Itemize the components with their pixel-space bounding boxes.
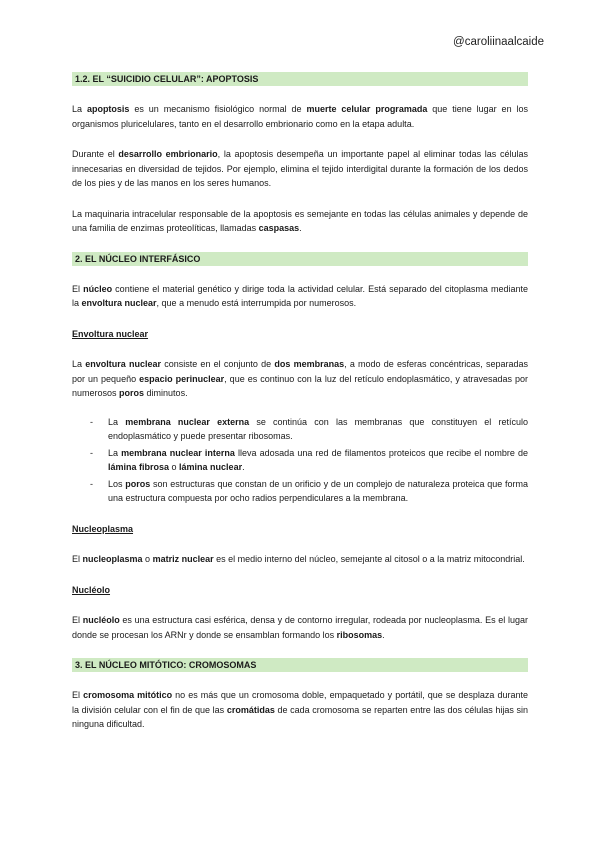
bold-term: ribosomas [336,629,383,640]
bold-term: núcleo [83,283,113,294]
section-heading-nucleo-interfasico: 2. EL NÚCLEO INTERFÁSICO [72,252,528,266]
paragraph: La apoptosis es un mecanismo fisiológico normal de muerte celular programada que tiene lugar en los organismos pluricelulares, tanto en el desarrollo embrionario como en la etapa adulta. [72,104,528,129]
bold-term: membrana nuclear externa [125,416,250,427]
bold-term: matriz nuclear [152,554,214,564]
paragraph: El nucléolo es una estructura casi esférica, densa y de contorno irregular, rodeada por nucleoplasma. Es el lugar donde se procesan los ARNr y donde se ensamblan formando los ribosomas. [72,615,528,640]
bold-term: envoltura nuclear [85,359,161,369]
document-body [72,72,528,748]
author-handle: @caroliinaalcaide [453,36,544,48]
bold-term: desarrollo embrionario [118,149,218,159]
paragraph: El cromosoma mitótico no es más que un cromosoma doble, empaquetado y portátil, que se desplaza durante la división celular con el fin de que las cromátidas de cada cromosoma se reparten entre las dos células hijas sin ninguna dificultad. [72,690,528,729]
subheading-envoltura-nuclear: Envoltura nuclear [72,328,149,339]
bold-term: cromosoma mitótico [83,690,173,700]
bold-term: membrana nuclear interna [121,447,235,458]
bold-term: espacio perinuclear [139,373,225,384]
list-item: - La membrana nuclear externa se continúa con las membranas que constituyen el retículo endoplasmático y puede presentar ribosomas. [108,415,528,444]
subheading-nucleoplasma: Nucleoplasma [72,523,134,534]
bold-term: poros [119,388,145,398]
paragraph: La maquinaria intracelular responsable de la apoptosis es semejante en todas las células animales y depende de una familia de enzimas proteolíticas, llamadas caspasas. [72,208,528,233]
bold-term: apoptosis [86,104,130,114]
bold-term: nucléolo [82,615,120,625]
bold-term: dos membranas [274,359,345,369]
subheading-nucleolo: Nucléolo [72,584,111,595]
paragraph: El nucleoplasma o matriz nuclear es el medio interno del núcleo, semejante al citosol o a la matriz mitocondrial. [72,554,525,564]
bold-term: lámina fibrosa [108,462,170,472]
paragraph: La envoltura nuclear consiste en el conjunto de dos membranas, a modo de esferas concéntricas, separadas por un pequeño espacio perinuclear, que es continuo con la luz del retículo endoplasmático, y atravesadas por numerosos poros diminutos. [72,359,529,398]
dash-list [72,415,528,506]
section-heading-apoptosis: 1.2. EL “SUICIDIO CELULAR”: APOPTOSIS [72,72,528,86]
list-item: - Los poros son estructuras que constan de un orificio y de un complejo de naturaleza proteica que forma una estructura compuesta por ocho radios perpendiculares a la membrana. [108,477,528,506]
bold-term: poros [125,478,151,489]
paragraph: Durante el desarrollo embrionario, la apoptosis desempeña un importante papel al eliminar todas las células innecesarias en diversidad de tejidos. Por ejemplo, elimina el tejido interdigital durante la formación de los dedos de los pies y de las manos en los seres humanos. [72,149,528,188]
bold-term: cromátidas [226,704,275,715]
list-item: - La membrana nuclear interna lleva adosada una red de filamentos proteicos que recibe el nombre de lámina fibrosa o lámina nuclear. [108,446,528,475]
paragraph: El núcleo contiene el material genético y dirige toda la actividad celular. Está separado del citoplasma mediante la envoltura nuclear, que a menudo está interrumpida por numerosos. [72,283,528,308]
section-heading-nucleo-mitotico: 3. EL NÚCLEO MITÓTICO: CROMOSOMAS [72,658,528,672]
bold-term: nucleoplasma [82,554,143,564]
bold-term: caspasas [258,223,300,233]
bold-term: envoltura nuclear [81,298,157,308]
bold-term: muerte celular programada [306,104,428,114]
bold-term: lámina nuclear [179,462,243,472]
